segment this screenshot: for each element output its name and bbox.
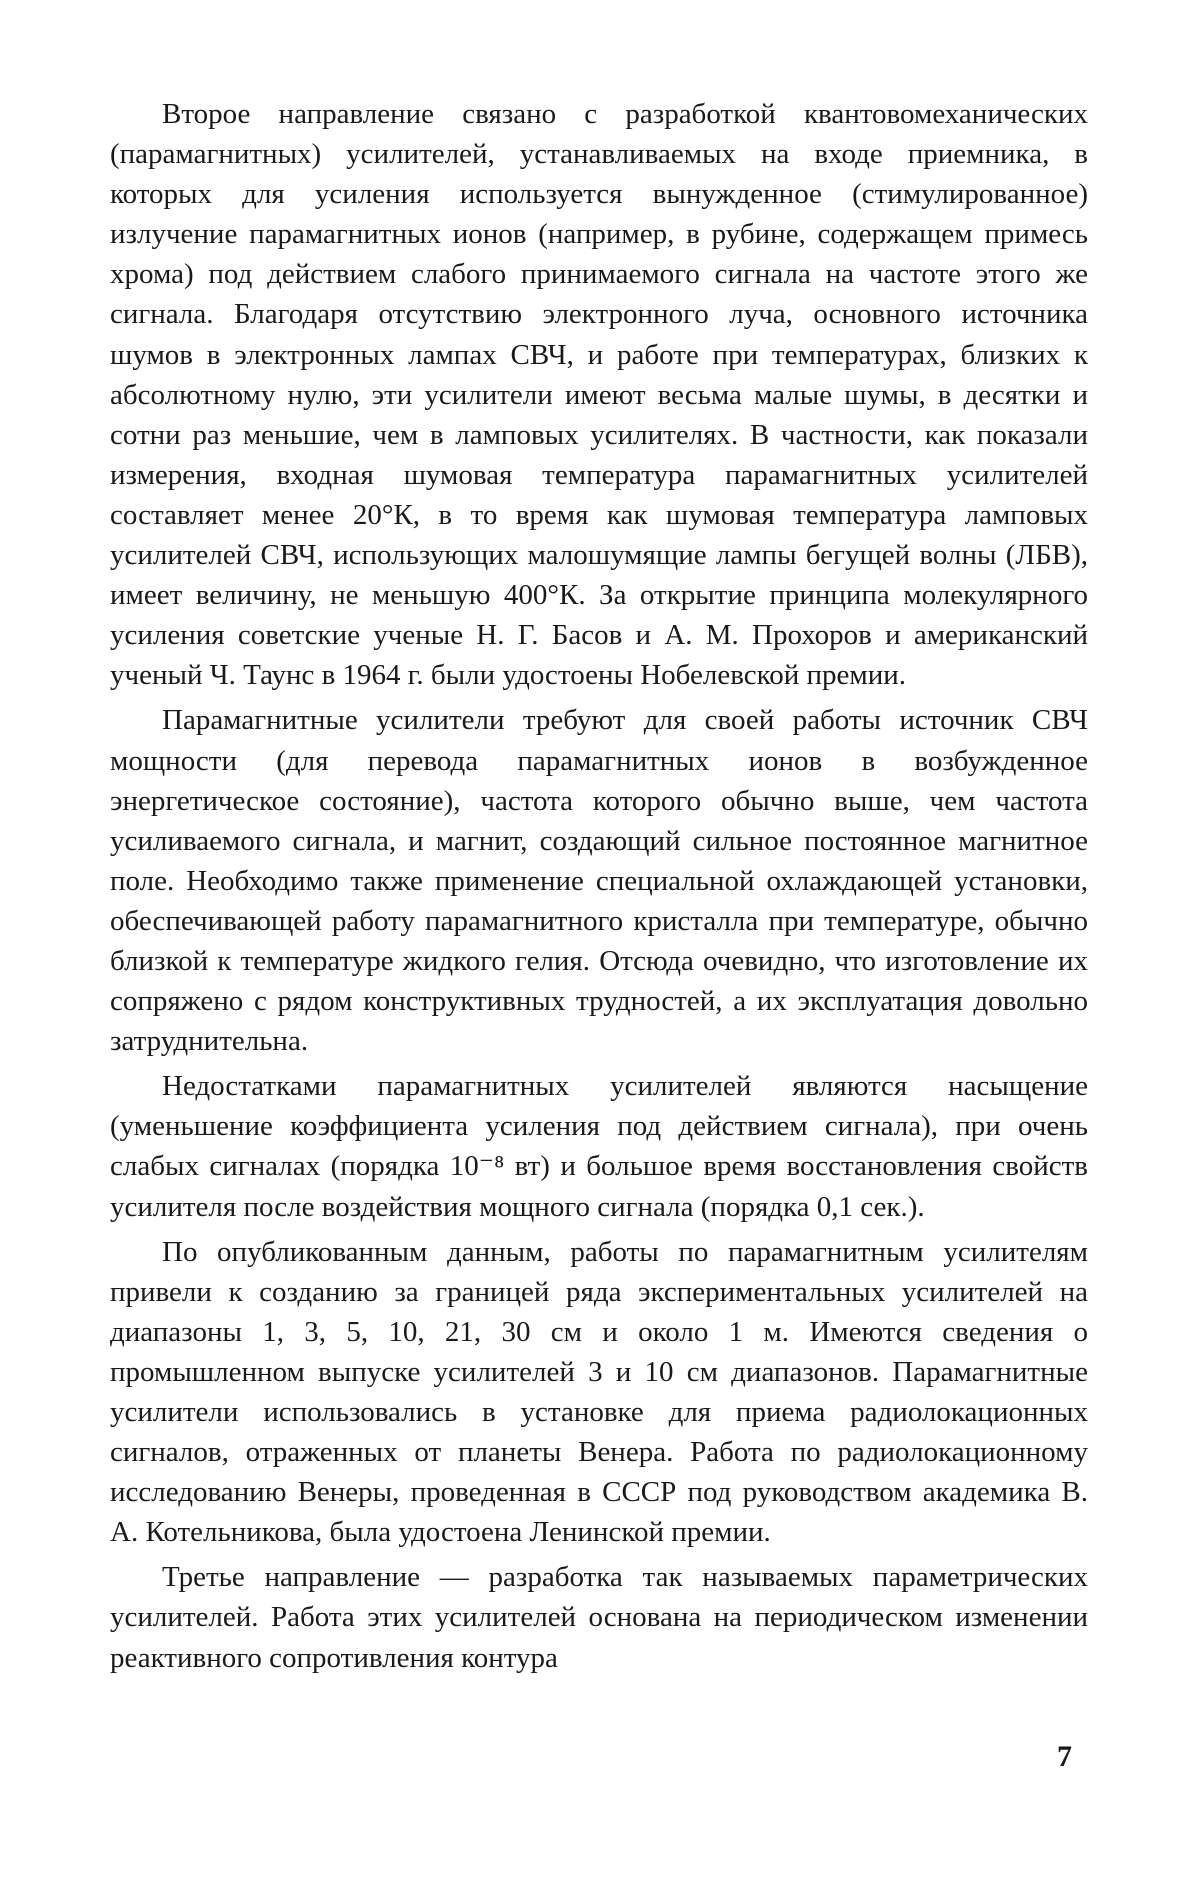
page-text (110, 94, 1088, 1683)
paragraph-quantum-amplifiers: Второе направление связано с разработкой квантовомеханических (парамагнитных) усилителей, устанавливаемых на входе приемника, в которых для усиления используется вынужденное (стимулированное) излучение парамагнитных ионов (например, в рубине, содержащем примесь хрома) под действием слабого принимаемого сигнала на частоте этого же сигнала. Благодаря отсутствию электронного луча, основного источника шумов в электронных лампах СВЧ, и работе при температурах, близких к абсолютному нулю, эти усилители имеют весьма малые шумы, в десятки и сотни раз меньшие, чем в ламповых усилителях. В частности, как показали измерения, входная шумовая температура парамагнитных усилителей составляет менее 20°К, в то время как шумовая температура ламповых усилителей СВЧ, использующих малошумящие лампы бегущей волны (ЛБВ), имеет величину, не меньшую 400°К. За открытие принципа молекулярного усиления советские ученые Н. Г. Басов и А. М. Прохоров и американский ученый Ч. Таунс в 1964 г. были удостоены Нобелевской премии. (110, 98, 1088, 692)
page-number: 7 (1057, 1740, 1072, 1773)
paragraph-paramagnetic-requirements: Парамагнитные усилители требуют для своей работы источник СВЧ мощности (для перевода парамагнитных ионов в возбужденное энергетическое состояние), частота которого обычно выше, чем частота усиливаемого сигнала, и магнит, создающий сильное постоянное магнитное поле. Необходимо также применение специальной охлаждающей установки, обеспечивающей работу парамагнитного кристалла при температуре, обычно близкой к температуре жидкого гелия. Отсюда очевидно, что изготовление их сопряжено с рядом конструктивных трудностей, а их эксплуатация довольно затруднительна. (110, 704, 1088, 1058)
paragraph-third-direction: Третье направление — разработка так называемых параметрических усилителей. Работа этих усилителей основана на периодическом изменении реактивного сопротивления контура (110, 1561, 1088, 1674)
paragraph-disadvantages: Недостатками парамагнитных усилителей являются насыщение (уменьшение коэффициента усиления под действием сигнала), при очень слабых сигналах (порядка 10⁻⁸ вт) и большое время восстановления свойств усилителя после воздействия мощного сигнала (порядка 0,1 сек.). (110, 1070, 1088, 1223)
paragraph-published-data: По опубликованным данным, работы по парамагнитным усилителям привели к созданию за границей ряда экспериментальных усилителей на диапазоны 1, 3, 5, 10, 21, 30 см и около 1 м. Имеются сведения о промышленном выпуске усилителей 3 и 10 см диапазонов. Парамагнитные усилители использовались в установке для приема радиолокационных сигналов, отраженных от планеты Венера. Работа по радиолокационному исследованию Венеры, проведенная в СССР под руководством академика В. А. Котельникова, была удостоена Ленинской премии. (110, 1235, 1088, 1549)
